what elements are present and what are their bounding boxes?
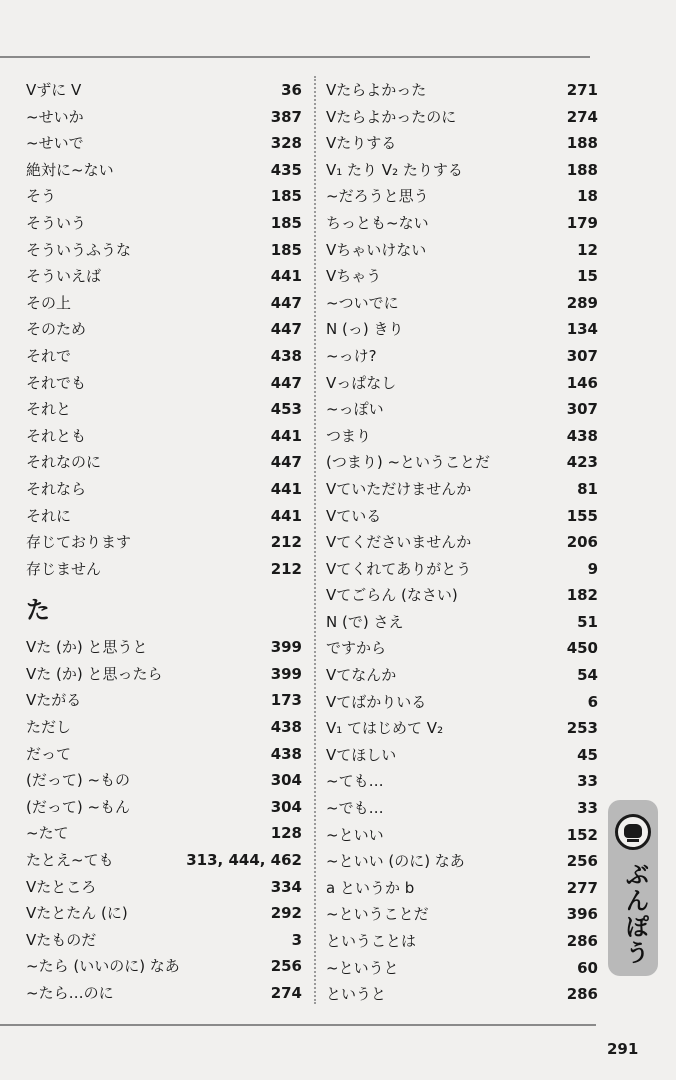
entry-page-number: 289 bbox=[566, 293, 598, 312]
index-entry bbox=[326, 662, 598, 689]
entry-term: Vたところ bbox=[26, 877, 97, 896]
entry-page-number: 307 bbox=[566, 346, 598, 365]
entry-page-number: 447 bbox=[270, 293, 302, 312]
index-entry bbox=[326, 290, 598, 317]
index-entry bbox=[26, 503, 302, 530]
index-entry bbox=[326, 689, 598, 716]
entry-term: N (で) さえ bbox=[326, 612, 404, 631]
entry-term: ただし bbox=[26, 718, 72, 737]
entry-page-number: 155 bbox=[566, 506, 598, 525]
entry-term: 存じません bbox=[26, 559, 102, 578]
section-heading bbox=[26, 582, 302, 634]
left-index-column bbox=[26, 77, 302, 1007]
index-entry bbox=[326, 343, 598, 370]
entry-page-number: 146 bbox=[566, 373, 598, 392]
index-entry bbox=[326, 609, 598, 636]
entry-term: ~といい bbox=[326, 825, 384, 844]
entry-term: Vてごらん (なさい) bbox=[326, 586, 458, 605]
entry-page-number: 274 bbox=[270, 984, 302, 1002]
entry-term: つまり bbox=[326, 426, 372, 445]
index-entry bbox=[26, 714, 302, 741]
index-entry bbox=[326, 316, 598, 343]
entry-term: (だって) ~もん bbox=[26, 797, 131, 816]
index-entry bbox=[26, 767, 302, 794]
page-number: 291 bbox=[607, 1040, 639, 1058]
entry-term: V₁ たり V₂ たりする bbox=[326, 160, 463, 179]
entry-page-number: 447 bbox=[270, 320, 302, 339]
index-entry bbox=[26, 634, 302, 661]
index-entry bbox=[326, 822, 598, 849]
index-entry bbox=[326, 635, 598, 662]
entry-page-number: 277 bbox=[566, 878, 598, 897]
entry-term: ~せいで bbox=[26, 134, 84, 153]
entry-page-number: 128 bbox=[270, 824, 302, 843]
entry-page-number: 447 bbox=[270, 373, 302, 392]
entry-term: ~でも… bbox=[326, 799, 384, 818]
index-entry bbox=[26, 104, 302, 131]
index-entry bbox=[326, 928, 598, 955]
index-entry bbox=[26, 263, 302, 290]
left-entry-list bbox=[26, 77, 302, 582]
index-entry bbox=[26, 794, 302, 821]
entry-page-number: 328 bbox=[270, 134, 302, 153]
entry-term: その上 bbox=[26, 293, 72, 312]
entry-term: ~ても… bbox=[326, 772, 384, 791]
entry-page-number: 441 bbox=[270, 267, 302, 286]
index-entry bbox=[26, 343, 302, 370]
entry-page-number: 212 bbox=[270, 559, 302, 578]
entry-term: Vてなんか bbox=[326, 666, 397, 685]
index-entry bbox=[26, 396, 302, 423]
index-entry bbox=[326, 263, 598, 290]
entry-term: Vたりする bbox=[326, 134, 397, 153]
entry-page-number: 441 bbox=[270, 506, 302, 525]
entry-term: V₁ てはじめて V₂ bbox=[326, 719, 444, 738]
left-entry-list-after bbox=[26, 634, 302, 1006]
entry-term: ということは bbox=[326, 932, 417, 950]
bunpou-section-tab bbox=[608, 800, 658, 976]
entry-page-number: 438 bbox=[270, 718, 302, 737]
entry-term: それなら bbox=[26, 479, 87, 498]
entry-page-number: 188 bbox=[566, 134, 598, 153]
entry-term: ~というと bbox=[326, 958, 399, 977]
entry-term: ですから bbox=[326, 639, 387, 658]
index-entry bbox=[26, 157, 302, 184]
entry-page-number: 206 bbox=[566, 533, 598, 552]
entry-page-number: 60 bbox=[577, 958, 598, 977]
entry-term: それと bbox=[26, 400, 72, 419]
index-entry bbox=[26, 476, 302, 503]
entry-term: それで bbox=[26, 346, 72, 365]
index-entry bbox=[326, 130, 598, 157]
entry-term: Vたがる bbox=[26, 691, 82, 710]
entry-page-number: 253 bbox=[566, 719, 598, 738]
tab-label: ぶんぽう bbox=[621, 862, 649, 966]
entry-term: ~だろうと思う bbox=[326, 187, 429, 206]
entry-term: (つまり) ~ということだ bbox=[326, 453, 491, 472]
entry-page-number: 12 bbox=[577, 240, 598, 259]
right-index-column bbox=[326, 77, 598, 1008]
index-entry bbox=[26, 423, 302, 450]
index-entry bbox=[26, 687, 302, 714]
column-divider bbox=[314, 76, 316, 1004]
index-entry bbox=[326, 795, 598, 822]
index-entry bbox=[326, 503, 598, 530]
index-entry bbox=[26, 77, 302, 104]
entry-page-number: 438 bbox=[270, 346, 302, 365]
entry-term: Vたらよかったのに bbox=[326, 107, 457, 126]
entry-term: そう bbox=[26, 187, 57, 206]
entry-page-number: 173 bbox=[270, 691, 302, 710]
entry-term: Vっぱなし bbox=[326, 373, 397, 392]
entry-page-number: 438 bbox=[566, 426, 598, 445]
entry-page-number: 292 bbox=[270, 904, 302, 923]
index-entry bbox=[26, 980, 302, 1007]
entry-term: Vていただけませんか bbox=[326, 479, 472, 498]
entry-page-number: 15 bbox=[577, 267, 598, 286]
index-entry bbox=[26, 820, 302, 847]
entry-term: ~っけ? bbox=[326, 346, 377, 365]
entry-term: というと bbox=[326, 985, 387, 1004]
monkey-face-icon bbox=[615, 814, 651, 850]
entry-term: Vてばかりいる bbox=[326, 692, 427, 711]
entry-page-number: 33 bbox=[577, 799, 598, 818]
entry-page-number: 274 bbox=[566, 107, 598, 126]
entry-page-number: 438 bbox=[270, 744, 302, 763]
entry-term: ~といい (のに) なあ bbox=[326, 852, 465, 871]
entry-page-number: 256 bbox=[566, 852, 598, 871]
entry-page-number: 33 bbox=[577, 772, 598, 791]
entry-page-number: 387 bbox=[270, 107, 302, 126]
entry-page-number: 54 bbox=[577, 666, 598, 685]
entry-page-number: 256 bbox=[270, 957, 302, 976]
index-entry bbox=[26, 741, 302, 768]
entry-page-number: 399 bbox=[270, 664, 302, 683]
entry-term: Vちゃいけない bbox=[326, 240, 427, 259]
index-entry bbox=[326, 955, 598, 982]
index-entry bbox=[26, 237, 302, 264]
entry-page-number: 9 bbox=[587, 559, 598, 578]
entry-term: N (っ) きり bbox=[326, 320, 404, 339]
entry-page-number: 441 bbox=[270, 479, 302, 498]
index-entry bbox=[326, 582, 598, 609]
index-entry bbox=[26, 927, 302, 954]
entry-page-number: 450 bbox=[566, 639, 598, 658]
entry-page-number: 453 bbox=[270, 400, 302, 419]
entry-term: ちっとも~ない bbox=[326, 213, 429, 232]
entry-term: たとえ~ても bbox=[26, 851, 114, 870]
entry-page-number: 188 bbox=[566, 160, 598, 179]
index-entry bbox=[326, 237, 598, 264]
entry-term: Vたらよかった bbox=[326, 81, 427, 99]
entry-page-number: 81 bbox=[577, 479, 598, 498]
entry-page-number: 212 bbox=[270, 533, 302, 552]
entry-page-number: 396 bbox=[566, 905, 598, 924]
index-entry bbox=[26, 316, 302, 343]
entry-term: (だって) ~もの bbox=[26, 771, 131, 790]
index-entry bbox=[326, 742, 598, 769]
index-entry bbox=[326, 396, 598, 423]
right-entry-list bbox=[326, 77, 598, 1008]
index-entry bbox=[326, 104, 598, 131]
index-entry bbox=[26, 874, 302, 901]
entry-term: Vた (か) と思ったら bbox=[26, 664, 163, 683]
index-entry bbox=[326, 476, 598, 503]
index-entry bbox=[26, 953, 302, 980]
entry-page-number: 441 bbox=[270, 426, 302, 445]
entry-term: それでも bbox=[26, 373, 87, 392]
index-entry bbox=[326, 449, 598, 476]
entry-page-number: 304 bbox=[270, 771, 302, 790]
entry-term: Vている bbox=[326, 506, 382, 525]
entry-page-number: 182 bbox=[566, 586, 598, 605]
section-heading-text: た bbox=[26, 596, 50, 625]
entry-term: ~ついでに bbox=[326, 293, 399, 312]
index-entry bbox=[326, 875, 598, 902]
index-entry bbox=[26, 183, 302, 210]
entry-term: a というか b bbox=[326, 878, 415, 897]
index-entry bbox=[326, 210, 598, 237]
top-rule bbox=[0, 56, 590, 58]
index-entry bbox=[26, 290, 302, 317]
entry-page-number: 18 bbox=[577, 187, 598, 206]
entry-term: それとも bbox=[26, 426, 87, 445]
index-entry bbox=[326, 157, 598, 184]
entry-term: Vちゃう bbox=[326, 267, 382, 286]
index-entry bbox=[326, 77, 598, 104]
entry-term: そういう bbox=[26, 213, 87, 232]
index-entry bbox=[326, 423, 598, 450]
entry-page-number: 134 bbox=[566, 320, 598, 339]
index-entry bbox=[26, 210, 302, 237]
entry-page-number: 51 bbox=[577, 612, 598, 631]
entry-page-number: 6 bbox=[587, 692, 598, 711]
entry-page-number: 313, 444, 462 bbox=[186, 851, 302, 870]
index-entry bbox=[26, 370, 302, 397]
entry-page-number: 271 bbox=[566, 81, 598, 99]
entry-term: だって bbox=[26, 744, 72, 763]
index-entry bbox=[326, 981, 598, 1008]
entry-term: それなのに bbox=[26, 453, 102, 472]
entry-page-number: 447 bbox=[270, 453, 302, 472]
index-entry bbox=[326, 183, 598, 210]
entry-term: Vたとたん (に) bbox=[26, 904, 128, 923]
entry-term: そのため bbox=[26, 320, 87, 339]
index-entry bbox=[26, 529, 302, 556]
index-entry bbox=[326, 768, 598, 795]
entry-term: そういうふうな bbox=[26, 240, 132, 259]
index-entry bbox=[26, 130, 302, 157]
entry-page-number: 185 bbox=[270, 187, 302, 206]
entry-term: Vずに V bbox=[26, 81, 82, 99]
entry-term: Vた (か) と思うと bbox=[26, 638, 148, 657]
entry-term: Vたものだ bbox=[26, 930, 97, 949]
entry-page-number: 185 bbox=[270, 213, 302, 232]
entry-page-number: 304 bbox=[270, 797, 302, 816]
entry-term: そういえば bbox=[26, 267, 102, 286]
index-entry bbox=[326, 370, 598, 397]
entry-term: ~たら…のに bbox=[26, 984, 114, 1002]
entry-page-number: 179 bbox=[566, 213, 598, 232]
index-entry bbox=[26, 847, 302, 874]
entry-term: Vてほしい bbox=[326, 745, 397, 764]
entry-term: ~せいか bbox=[26, 107, 84, 126]
index-entry bbox=[26, 556, 302, 583]
entry-term: Vてくれてありがとう bbox=[326, 559, 472, 578]
index-entry bbox=[26, 900, 302, 927]
entry-page-number: 3 bbox=[291, 930, 302, 949]
entry-term: ~たて bbox=[26, 824, 69, 843]
entry-page-number: 334 bbox=[270, 877, 302, 896]
entry-page-number: 286 bbox=[566, 932, 598, 950]
entry-term: 絶対に~ない bbox=[26, 160, 114, 179]
entry-page-number: 399 bbox=[270, 638, 302, 657]
index-entry bbox=[326, 715, 598, 742]
entry-page-number: 286 bbox=[566, 985, 598, 1004]
index-entry bbox=[326, 556, 598, 583]
index-entry bbox=[326, 529, 598, 556]
entry-page-number: 423 bbox=[566, 453, 598, 472]
index-entry bbox=[326, 901, 598, 928]
entry-page-number: 152 bbox=[566, 825, 598, 844]
entry-page-number: 36 bbox=[281, 81, 302, 99]
entry-term: ~っぽい bbox=[326, 400, 384, 419]
index-entry bbox=[26, 661, 302, 688]
entry-page-number: 185 bbox=[270, 240, 302, 259]
entry-page-number: 45 bbox=[577, 745, 598, 764]
index-entry bbox=[326, 848, 598, 875]
entry-page-number: 435 bbox=[270, 160, 302, 179]
index-entry bbox=[26, 449, 302, 476]
entry-term: ~たら (いいのに) なあ bbox=[26, 957, 180, 976]
entry-term: それに bbox=[26, 506, 72, 525]
entry-term: Vてくださいませんか bbox=[326, 533, 472, 552]
entry-page-number: 307 bbox=[566, 400, 598, 419]
entry-term: ~ということだ bbox=[326, 905, 429, 924]
bottom-rule bbox=[0, 1024, 596, 1026]
entry-term: 存じております bbox=[26, 533, 132, 552]
